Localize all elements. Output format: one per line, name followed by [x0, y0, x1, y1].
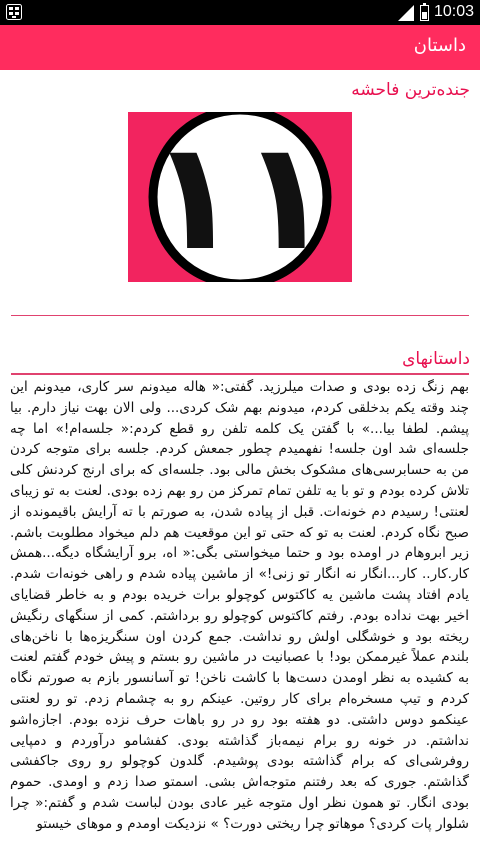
cover-number-glyph: ۱۱ — [148, 112, 332, 282]
divider — [11, 315, 469, 316]
story-title: جنده‌ترین فاحشه — [351, 80, 470, 100]
section-divider — [11, 373, 469, 375]
battery-icon — [420, 5, 429, 21]
app-bar — [0, 25, 480, 70]
section-title: داستانهای — [402, 349, 470, 369]
status-bar — [0, 0, 480, 25]
status-time: 10:03 — [433, 3, 474, 20]
bbm-icon — [6, 4, 22, 20]
battery-level-fill — [422, 12, 427, 19]
story-cover-image[interactable] — [128, 112, 352, 282]
app-bar-title: داستان — [413, 35, 466, 56]
signal-icon — [398, 5, 414, 21]
story-body-text: بهم زنگ زده بودی و صدات میلرزید. گفتی:« هاله میدونم سر کاری، میدونم این چند وقته یکم بدخلقی کردم، میدونم بهم شک کردی... ولی الان بهت نیاز دارم. بیا پیشم. لطفا بیا...» با گفتن یک کلمه تلفن رو قطع کردم:« جلسه‌ام!» اما چه جلسه‌ای شد اون جلسه! نفهمیدم چطور جمعش کردم. جلسه برای متوجه کردن من به حسابرسی‌های مشکوک بخش مالی بود. جلسه‌ای که برای ارنج کردنش کلی تلاش کرده بودم و تو با یه تلفن تمام تمرکز من رو بهم زده بودی. لعنت به تو زیبای لعنتی! رسیدم دم خونه‌ات. قبل از پیاده شدن، به صورتم با ته آرایش باقیمونده از صبح نگاه کردم. لعنت به تو که حتی تو این موقعیت هم دلم میخواد مطلوبت باشم. زیر ابروهام در اومده بود و حتما میخواستی بگی:« اه، برو آرایشگاه دیگه...همش کار.کار.. کار...انگار نه انگار تو زنی!» از ماشین پیاده شدم و راهی خونه‌ات شدم. یادم افتاد پشت ماشین یه کاکتوس کوچولو برات خریده بودم و به خاطر قضایای اخیر بهت نداده بودم. رفتم کاکتوس کوچولو رو برداشتم. کمی از سنگهای رنگیش ریخته بود و خوشگلی اولش رو نداشت. جمع کردن اون سنگریزه‌ها با ناخن‌های بلندم عملاً غیرممکن بود! با عصبانیت در ماشین رو بستم و پیش خودم گفتم لعنت به کشیده به نظر اومدن دست‌ها با کاشت ناخن! تو آسانسور بازم به صورتم نگاه کردم و تیپ مسخره‌ام برای کار روتین. عینکم رو به چشمام زدم. تو رو لعنتی عینکمو دوس داشتی. دو هفته بود رو در رو باهات حرف نزده بودم. اجازه‌اشو نداشتم. در خونه رو برام نیمه‌باز گذاشته بودی. کفشامو درآوردم و دمپایی روفرشی‌ای که برام گذاشته بودی پوشیدم. گلدون کوچولو رو روی جاکفشی گذاشتم. جوری که بعد رفتنم متوجه‌اش بشی. اسمتو صدا زدم و اومدی. حموم بودی انگار. تو همون نظر اول متوجه غیر عادی بودن لباست شدم و گفتم:« چرا شلوار پات کردی؟ موهاتو چرا ریختی دورت؟ » نزدیکت اومدم و موهای خیستو — [10, 379, 469, 832]
